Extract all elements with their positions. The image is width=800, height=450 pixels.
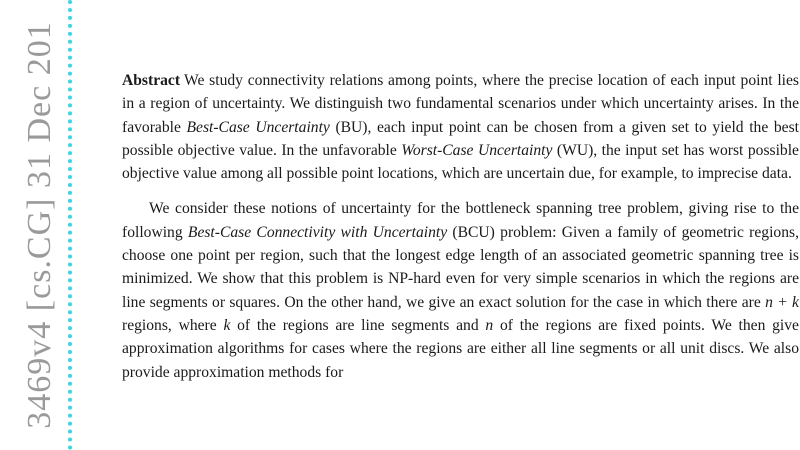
math-variable: n <box>485 316 494 334</box>
arxiv-stamp: 3469v4 [cs.CG] 31 Dec 201 <box>21 21 58 429</box>
abstract-term: Worst-Case Uncertainty <box>401 141 553 159</box>
margin-dashed-line <box>68 0 72 450</box>
abstract-text: We study connectivity relations among points, where the precise location of each input point lies in a region of uncertainty. We distinguish two fundamental scenarios under which uncertainty arises. In the favorable <box>122 72 799 136</box>
abstract-paragraph-1 <box>122 69 799 185</box>
abstract-heading: Abstract <box>122 72 181 89</box>
abstract-term: Best-Case Connectivity with Uncertainty <box>187 223 448 241</box>
abstract-text: (BCU) problem: Given a family of geometric regions, choose one point per region, such that the longest edge length of an associated geometric spanning tree is minimized. We show that this problem is NP-hard even for very simple scenarios in which the regions are line segments or squares. On the other hand, we give an exact solution for the case in which there are <box>122 223 799 311</box>
arxiv-margin <box>0 0 80 450</box>
math-expression: n + k <box>765 293 799 311</box>
abstract-text: We consider these notions of uncertainty for the bottleneck spanning tree problem, giving rise to the following <box>122 200 799 241</box>
abstract-paragraph-2 <box>122 197 799 383</box>
abstract-term: Best-Case Uncertainty <box>186 118 330 136</box>
abstract-text: (WU), the input set has worst possible objective value among all possible point locations, which are uncertain due, for example, to imprecise data. <box>122 141 799 183</box>
abstract-text: of the regions are line segments and <box>230 316 486 334</box>
abstract-text: regions, where <box>122 316 224 334</box>
paragraph-gap <box>122 185 799 197</box>
abstract-text: (BU), each input point can be chosen from a given set to yield the best possible objective value. In the unfavorable <box>122 118 800 159</box>
abstract-text: of the regions are fixed points. We then give approximation algorithms for cases where the regions are either all line segments or all unit discs. We also provide approximation methods for <box>122 316 799 381</box>
abstract-body <box>122 69 799 384</box>
math-variable: k <box>223 316 231 334</box>
